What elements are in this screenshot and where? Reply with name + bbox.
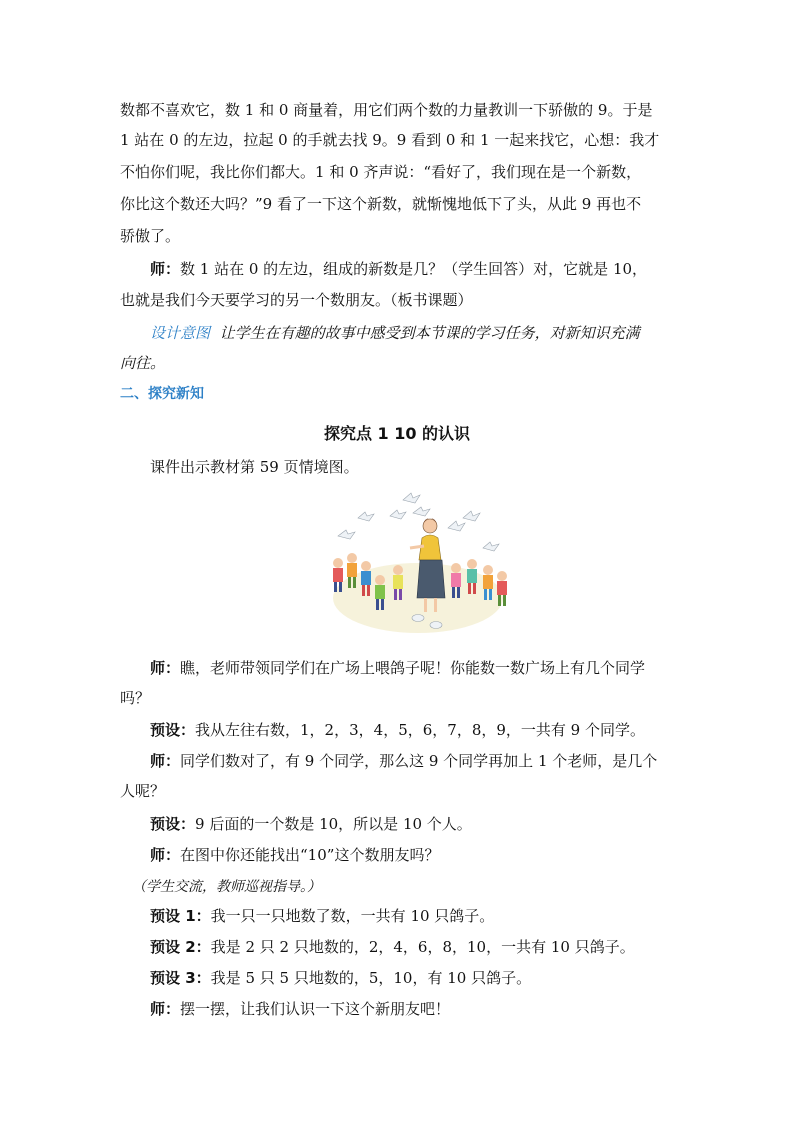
paragraph-text: 我从左往右数，1，2，3，4，5，6，7，8，9，一共有 9 个同学。: [195, 721, 645, 739]
courseware-line: 课件出示教材第 59 页情境图。: [150, 458, 359, 476]
paragraph-text: 摆一摆，让我们认识一下这个新朋友吧！: [180, 1000, 451, 1018]
teacher-paragraph-1-line-2: 也就是我们今天要学习的另一个数朋友。（板书课题）: [120, 291, 473, 309]
preset-paragraph-2: [150, 814, 472, 834]
speaker-label: 预设 3：: [150, 969, 211, 987]
teacher-paragraph-5: [150, 999, 450, 1019]
teacher-paragraph-2: [150, 658, 645, 678]
speaker-label: 师：: [150, 260, 181, 278]
teacher-paragraph-2-line-2: 吗？: [120, 689, 151, 707]
paragraph-text: 我是 2 只 2 只地数的，2，4，6，8，10，一共有 10 只鸽子。: [210, 938, 635, 956]
intro-line-1: 数都不喜欢它，数 1 和 0 商量着，用它们两个数的力量教训一下骄傲的 9。于是: [120, 101, 653, 119]
paragraph-text: 数 1 站在 0 的左边，组成的新数是几？（学生回答）对，它就是 10，: [180, 260, 648, 278]
intro-line-2: 1 站在 0 的左边，拉起 0 的手就去找 9。9 看到 0 和 1 一起来找它，心想：我才: [120, 131, 660, 149]
speaker-label: 师：: [150, 659, 181, 677]
design-note: [150, 323, 640, 343]
speaker-label: 预设：: [150, 721, 196, 739]
teacher-paragraph-3-line-2: 人呢？: [120, 782, 166, 800]
intro-line-3: 不怕你们呢，我比你们都大。1 和 0 齐声说：“看好了，我们现在是一个新数，: [120, 163, 642, 181]
teacher-paragraph-1: [150, 259, 647, 279]
preset-paragraph-1: [150, 720, 645, 740]
subheading: 探究点 1 10 的认识: [323, 424, 471, 443]
speaker-label: 预设 1：: [150, 907, 211, 925]
paragraph-text: 同学们数对了，有 9 个同学，那么这 9 个同学再加上 1 个老师，是几个: [180, 752, 658, 770]
speaker-label: 预设：: [150, 815, 196, 833]
activity-note: （学生交流，教师巡视指导。）: [132, 879, 321, 895]
paragraph-text: 在图中你还能找出“10”这个数朋友吗？: [180, 846, 440, 864]
preset-paragraph-5: [150, 968, 531, 988]
illustration-teacher-children-pigeons: [318, 488, 513, 640]
intro-line-4: 你比这个数还大吗？”9 看了一下这个新数，就惭愧地低下了头，从此 9 再也不: [120, 195, 642, 213]
speaker-label: 预设 2：: [150, 938, 211, 956]
speaker-label: 师：: [150, 846, 181, 864]
paragraph-text: 9 后面的一个数是 10，所以是 10 个人。: [195, 815, 472, 833]
preset-paragraph-3: [150, 906, 494, 926]
paragraph-text: 我一只一只地数了数，一共有 10 只鸽子。: [210, 907, 495, 925]
teacher-paragraph-4: [150, 845, 439, 865]
paragraph-text: 我是 5 只 5 只地数的，5，10，有 10 只鸽子。: [210, 969, 532, 987]
intro-line-5: 骄傲了。: [120, 227, 181, 245]
speaker-label: 师：: [150, 752, 181, 770]
section-title: 二、探究新知: [120, 386, 204, 402]
design-note-text: 让学生在有趣的故事中感受到本节课的学习任务，对新知识充满: [219, 324, 640, 342]
teacher-paragraph-3: [150, 751, 657, 771]
design-note-line-2: 向往。: [120, 354, 166, 372]
speaker-label: 师：: [150, 1000, 181, 1018]
preset-paragraph-4: [150, 937, 635, 957]
design-note-tag: 设计意图: [150, 324, 211, 342]
paragraph-text: 瞧，老师带领同学们在广场上喂鸽子呢！你能数一数广场上有几个同学: [180, 659, 646, 677]
